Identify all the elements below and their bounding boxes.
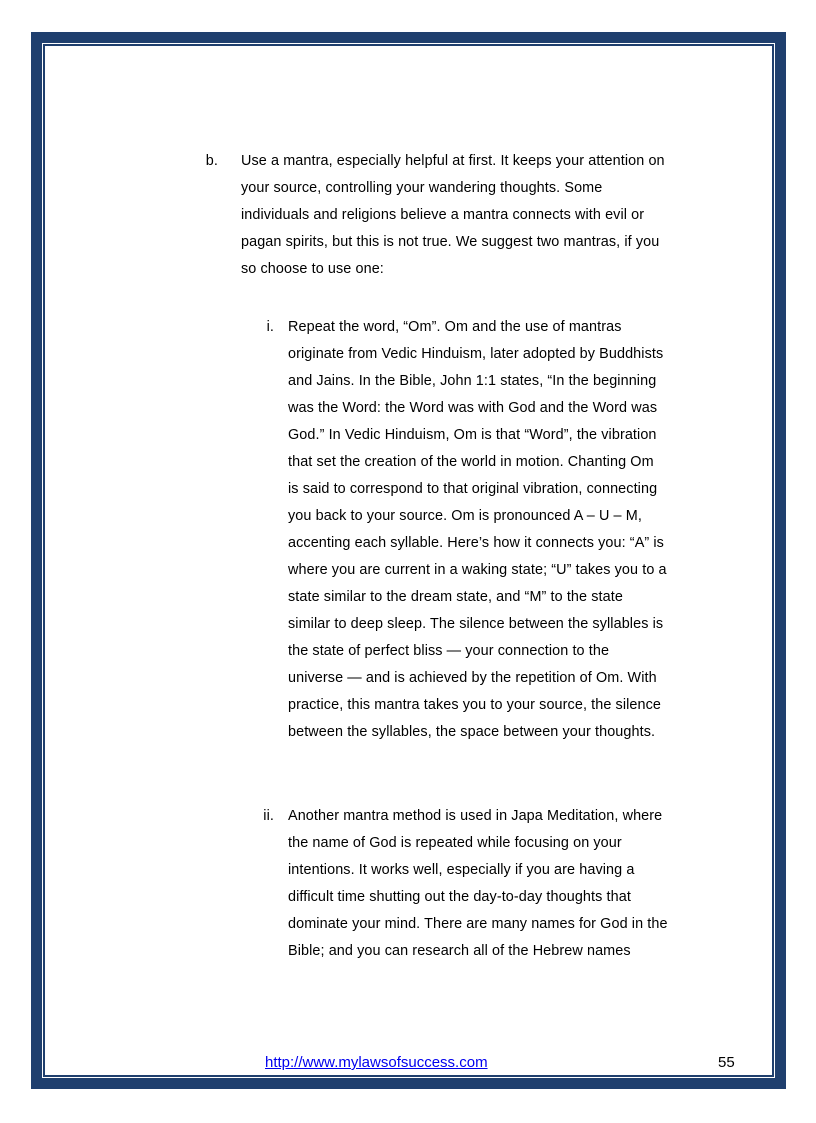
list-item-i-text: Repeat the word, “Om”. Om and the use of mantras originate from Vedic Hinduism, later adopted by Buddhists and Jains. In the Bible, John 1:1 states, “In the beginning was the Word: the Word was with God and the Word was God.” In Vedic Hinduism, Om is that “Word”, the vibration that set the creation of the world in motion. Chanting Om is said to correspond to that original vibration, connecting you back to your source. Om is pronounced A – U – M, accenting each syllable. Here’s how it connects you: “A” is where you are current in a waking state; “U” takes you to a state similar to the dream state, and “M” to the state similar to deep sleep. The silence between the syllables is the state of perfect bliss — your connection to the universe — and is achieved by the repetition of Om. With practice, this mantra takes you to your source, the silence between the syllables, the space between your thoughts. bbox=[288, 319, 667, 740]
list-marker-i: i. bbox=[266, 319, 274, 335]
list-item-b-text: Use a mantra, especially helpful at first. It keeps your attention on your source, controlling your wandering thoughts. Some individuals and religions believe a mantra connects with evil or pagan spirits, but this is not true. We suggest two mantras, if you so choose to use one: bbox=[241, 153, 665, 277]
page-number: 55 bbox=[718, 1054, 735, 1071]
list-item-ii-text: Another mantra method is used in Japa Meditation, where the name of God is repeated while focusing on your intentions. It works well, especially if you are having a difficult time shutting out the day-to-day thoughts that dominate your mind. There are many names for God in the Bible; and you can research all of the Hebrew names bbox=[288, 808, 668, 959]
footer-website-link[interactable]: http://www.mylawsofsuccess.com bbox=[265, 1054, 488, 1071]
list-marker-ii: ii. bbox=[263, 808, 274, 824]
list-marker-b: b. bbox=[205, 153, 218, 169]
